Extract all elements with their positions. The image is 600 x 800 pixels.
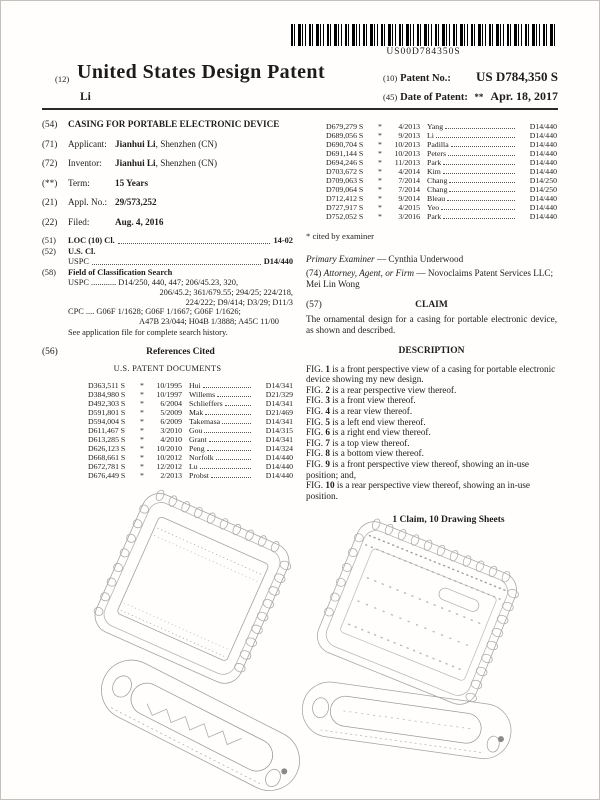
citation-row: D691,144 S * 10/2013 Peters D14/440 bbox=[326, 149, 557, 158]
claim-title: CLAIM bbox=[415, 300, 448, 310]
uspc-label: USPC bbox=[68, 257, 89, 266]
citation-row: D613,285 S * 4/2010 Grant D14/341 bbox=[88, 434, 293, 444]
citation-row: D668,661 S * 10/2012 Norfolk D14/440 bbox=[88, 452, 293, 462]
dot-leader bbox=[207, 444, 251, 451]
us-class-row: (52) U.S. Cl. bbox=[42, 246, 96, 256]
figure-description-line: FIG. 4 is a rear view thereof. bbox=[306, 405, 413, 416]
citation-row: D679,279 S * 4/2013 Yang D14/440 bbox=[326, 122, 557, 131]
claim-text: The ornamental design for a casing for portable electronic device, as shown and described. bbox=[306, 314, 557, 335]
figure-description-line: FIG. 8 is a bottom view thereof. bbox=[306, 448, 424, 459]
dot-leader bbox=[118, 236, 271, 244]
dot-leader bbox=[449, 176, 515, 183]
patent-date-label: Date of Patent: bbox=[400, 92, 468, 103]
biblio-row: (22) Filed: Aug. 4, 2016 bbox=[42, 216, 164, 227]
cited-by-examiner-note: * cited by examiner bbox=[306, 231, 375, 241]
citation-row: D676,449 S * 2/2013 Probst D14/440 bbox=[88, 470, 293, 480]
citation-row: D672,781 S * 12/2012 Lu D14/440 bbox=[88, 461, 293, 471]
citations-table-left bbox=[42, 381, 293, 480]
ipc-code-10: (10) bbox=[383, 73, 398, 83]
uspc-row bbox=[42, 257, 293, 268]
dot-leader bbox=[449, 185, 515, 192]
citation-row: D752,052 S * 3/2016 Park D14/440 bbox=[326, 212, 557, 221]
dot-leader bbox=[203, 381, 251, 388]
citations-table-right bbox=[306, 119, 557, 221]
figure-descriptions bbox=[306, 364, 557, 502]
citation-row: D626,123 S * 10/2010 Peng D14/324 bbox=[88, 443, 293, 453]
citation-row: D712,412 S * 9/2014 Bleau D14/440 bbox=[326, 194, 557, 203]
field-of-search-title: Field of Classification Search bbox=[68, 267, 173, 277]
us-class-label: U.S. Cl. bbox=[68, 246, 96, 256]
barcode bbox=[291, 24, 556, 46]
biblio-row: (21) Appl. No.: 29/573,252 bbox=[42, 197, 157, 207]
citation-row: D689,056 S * 9/2013 Li D14/440 bbox=[326, 131, 557, 140]
references-heading: (56) References Cited bbox=[42, 347, 293, 357]
dot-leader bbox=[211, 471, 251, 478]
figure-description-line: FIG. 5 is a left end view thereof. bbox=[306, 416, 426, 427]
citation-row: D384,980 S * 10/1997 Willems D21/329 bbox=[88, 389, 293, 399]
two-column-body bbox=[42, 119, 558, 525]
citation-row: D694,246 S * 11/2013 Park D14/440 bbox=[326, 158, 557, 167]
term-asterisks: ** bbox=[474, 92, 484, 102]
search-history-note: See application file for complete search history. bbox=[68, 327, 228, 337]
biblio-row: (54) CASING FOR PORTABLE ELECTRONIC DEVICE bbox=[42, 119, 280, 129]
dot-leader bbox=[217, 390, 251, 397]
header-divider bbox=[42, 108, 558, 110]
citation-row: D591,801 S * 5/2009 Mak D21/469 bbox=[88, 407, 293, 417]
loc-class-row: (51) LOC (10) Cl. 14-02 bbox=[42, 236, 293, 245]
dot-leader bbox=[443, 158, 515, 165]
dot-leader bbox=[222, 417, 251, 424]
figure-description-line: FIG. 9 is a front perspective view thereof, showing an in-use position; and, bbox=[306, 458, 530, 480]
dot-leader bbox=[200, 462, 251, 469]
citation-row: D492,303 S * 6/2004 Schlieffers D14/341 bbox=[88, 398, 293, 408]
dot-leader bbox=[443, 212, 515, 219]
figure-description-line: FIG. 1 is a front perspective view of a casing for portable electronic device showing my new design. bbox=[306, 363, 556, 385]
barcode-number: US00D784350S bbox=[386, 47, 461, 57]
citation-row: D703,672 S * 4/2014 Kim D14/440 bbox=[326, 167, 557, 176]
dot-leader bbox=[92, 257, 261, 265]
dot-leader bbox=[448, 149, 515, 156]
figure-description-line: FIG. 2 is a rear perspective view thereof. bbox=[306, 384, 457, 395]
biblio-row: (**) Term: 15 Years bbox=[42, 177, 149, 188]
dot-leader bbox=[445, 122, 515, 129]
right-column bbox=[306, 119, 557, 525]
claim-heading: (57) CLAIM bbox=[306, 300, 557, 310]
left-column bbox=[42, 119, 293, 525]
dot-leader bbox=[205, 408, 251, 415]
patent-number-value: US D784,350 S bbox=[476, 69, 558, 84]
document-type-title: United States Design Patent bbox=[77, 61, 326, 83]
dot-leader bbox=[209, 435, 251, 442]
inventor-surname: Li bbox=[80, 91, 91, 103]
loc-class-value: 14-02 bbox=[273, 236, 293, 245]
dot-leader bbox=[225, 399, 251, 406]
patent-number-row bbox=[383, 69, 558, 85]
citation-row: D727,917 S * 4/2015 Yeo D14/440 bbox=[326, 203, 557, 212]
patent-date-value: Apr. 18, 2017 bbox=[490, 89, 558, 103]
citation-row: D611,467 S * 3/2010 Gou D14/315 bbox=[88, 425, 293, 435]
citation-row: D709,064 S * 7/2014 Chang D14/250 bbox=[326, 185, 557, 194]
citation-row: D690,704 S * 10/2013 Padilla D14/440 bbox=[326, 140, 557, 149]
dot-leader bbox=[447, 194, 515, 201]
dot-leader bbox=[451, 140, 515, 147]
uspc-value: D14/440 bbox=[263, 257, 293, 266]
ipc-code-12: (12) bbox=[55, 74, 70, 84]
citation-row: D363,511 S * 10/1995 Hui D14/341 bbox=[88, 380, 293, 390]
dot-leader bbox=[441, 203, 515, 210]
primary-examiner-line: Primary Examiner — Cynthia Underwood bbox=[306, 254, 464, 264]
attorney-firm-line: (74) Attorney, Agent, or Firm — Novoclaims Patent Services LLC; Mei Lin Wong bbox=[306, 268, 554, 289]
dot-leader bbox=[216, 453, 251, 460]
references-title: References Cited bbox=[146, 346, 215, 357]
references-subtitle: U.S. PATENT DOCUMENTS bbox=[113, 363, 222, 373]
dot-leader bbox=[436, 131, 515, 138]
loc-class-label: LOC (10) Cl. bbox=[68, 236, 115, 245]
fig1-front-perspective-drawing bbox=[85, 492, 315, 800]
figure-description-line: FIG. 10 is a rear perspective view thereof, showing an in-use position. bbox=[306, 480, 531, 501]
patent-date-row bbox=[383, 89, 558, 104]
dot-leader bbox=[443, 167, 515, 174]
claims-sheets-note: 1 Claim, 10 Drawing Sheets bbox=[392, 515, 505, 526]
patent-number-label: Patent No.: bbox=[400, 73, 451, 84]
fig2-rear-perspective-drawing bbox=[298, 508, 523, 763]
biblio-row: (72) Inventor: Jianhui Li, Shenzhen (CN) bbox=[42, 158, 218, 168]
citation-row: D709,063 S * 7/2014 Chang D14/250 bbox=[326, 176, 557, 185]
description-title: DESCRIPTION bbox=[398, 345, 465, 356]
figure-description-line: FIG. 7 is a top view thereof. bbox=[306, 437, 410, 448]
figure-description-line: FIG. 3 is a front view thereof. bbox=[306, 395, 416, 406]
citation-row: D594,004 S * 6/2009 Takemasa D14/341 bbox=[88, 416, 293, 426]
field-of-search-row: (58) Field of Classification Search bbox=[42, 267, 173, 277]
ipc-code-45: (45) bbox=[383, 92, 398, 102]
figure-description-line: FIG. 6 is a right end view thereof. bbox=[306, 427, 431, 438]
dot-leader bbox=[204, 426, 251, 433]
biblio-row: (71) Applicant: Jianhui Li, Shenzhen (CN) bbox=[42, 138, 218, 149]
field-of-search-block: USPC ............ D14/250, 440, 447; 206/45.23, 320, 206/45.2; 361/679.55; 294/25; 224/218, 224/222; D9/414; D3/29; D11/3 CPC .... G06F 1/1628; G06F 1/1667; G06F 1/1626; A47B 23/044; H04B 1/3888; A45C 11/00 bbox=[68, 278, 293, 327]
